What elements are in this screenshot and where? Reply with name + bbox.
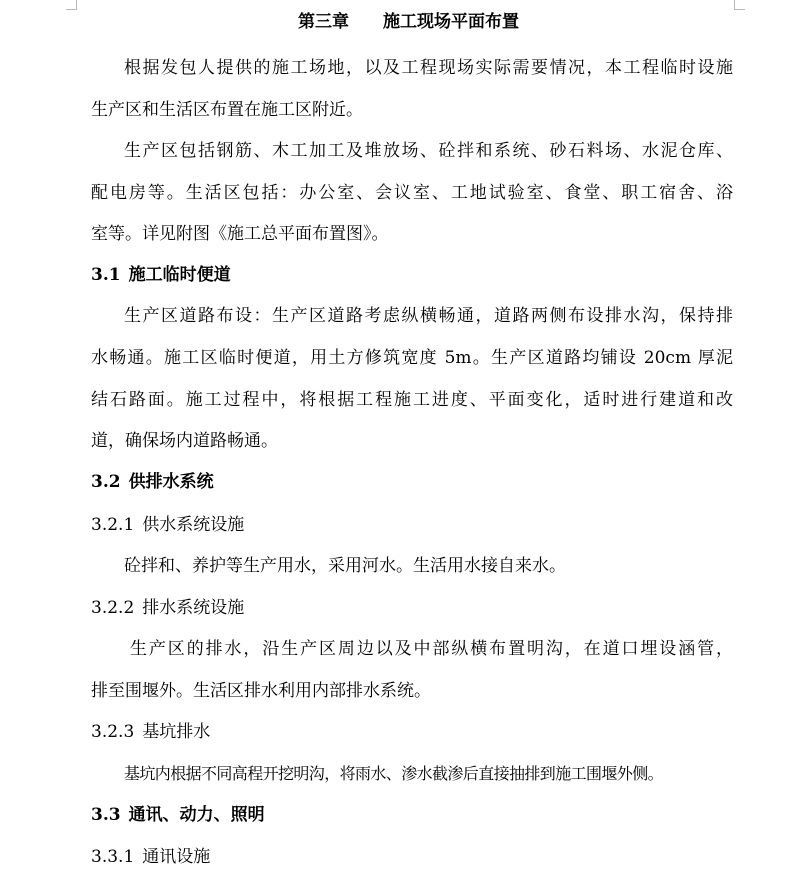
paragraph-line: 生产区的排水，沿生产区周边以及中部纵横布置明沟，在道口埋设涵管， [130, 639, 733, 659]
section-number: 3.2 [91, 472, 121, 492]
page-corner-mark-left [66, 0, 77, 10]
paragraph-line: 生产区道路布设：生产区道路考虑纵横畅通，道路两侧布设排水沟，保持排 [124, 306, 733, 326]
paragraph-line: 生产区包括钢筋、木工加工及堆放场、砼拌和系统、砂石料场、水泥仓库、 [124, 141, 733, 161]
section-heading-3-2 [91, 472, 214, 492]
subsection-title: 通讯设施 [142, 847, 211, 867]
paragraph-line: 室等。详见附图《施工总平面布置图》。 [91, 224, 389, 244]
subsection-number: 3.2.3 [91, 722, 135, 742]
paragraph-line: 生产区和生活区布置在施工区附近。 [91, 100, 363, 120]
subsection-title: 供水系统设施 [142, 515, 245, 535]
paragraph-line: 砼拌和、养护等生产用水，采用河水。生活用水接自来水。 [124, 556, 566, 576]
chapter-number: 第三章 [298, 12, 349, 32]
subsection-number: 3.3.1 [91, 847, 135, 867]
subsection-title: 排水系统设施 [142, 598, 245, 618]
paragraph-line: 排至围堰外。生活区排水利用内部排水系统。 [91, 681, 431, 701]
section-title: 通讯、动力、照明 [128, 805, 265, 825]
paragraph-line: 水畅通。施工区临时便道，用土方修筑宽度 5m。生产区道路均铺设 20cm 厚泥 [91, 348, 733, 368]
chapter-title: 施工现场平面布置 [383, 12, 519, 32]
paragraph-line: 道，确保场内道路畅通。 [91, 431, 278, 451]
section-title: 供排水系统 [128, 472, 214, 492]
subsection-number: 3.2.2 [91, 598, 135, 618]
subsection-heading-3-2-2 [91, 598, 244, 618]
section-title: 施工临时便道 [128, 265, 231, 285]
paragraph-line: 基坑内根据不同高程开挖明沟，将雨水、渗水截渗后直接抽排到施工围堰外侧。 [124, 764, 664, 783]
section-heading-3-3 [91, 805, 265, 825]
chapter-heading [298, 12, 519, 32]
section-heading-3-1 [91, 265, 231, 285]
section-number: 3.3 [91, 805, 121, 825]
section-number: 3.1 [91, 265, 121, 285]
subsection-heading-3-2-1 [91, 515, 244, 535]
paragraph-line: 配电房等。生活区包括：办公室、会议室、工地试验室、食堂、职工宿舍、浴 [91, 183, 733, 203]
subsection-number: 3.2.1 [91, 515, 135, 535]
paragraph-line: 结石路面。施工过程中，将根据工程施工进度、平面变化，适时进行建道和改 [91, 390, 733, 410]
page-corner-mark-right [734, 0, 745, 10]
subsection-title: 基坑排水 [142, 722, 211, 742]
paragraph-line: 根据发包人提供的施工场地，以及工程现场实际需要情况，本工程临时设施 [124, 58, 733, 78]
subsection-heading-3-3-1 [91, 847, 210, 867]
subsection-heading-3-2-3 [91, 722, 210, 742]
